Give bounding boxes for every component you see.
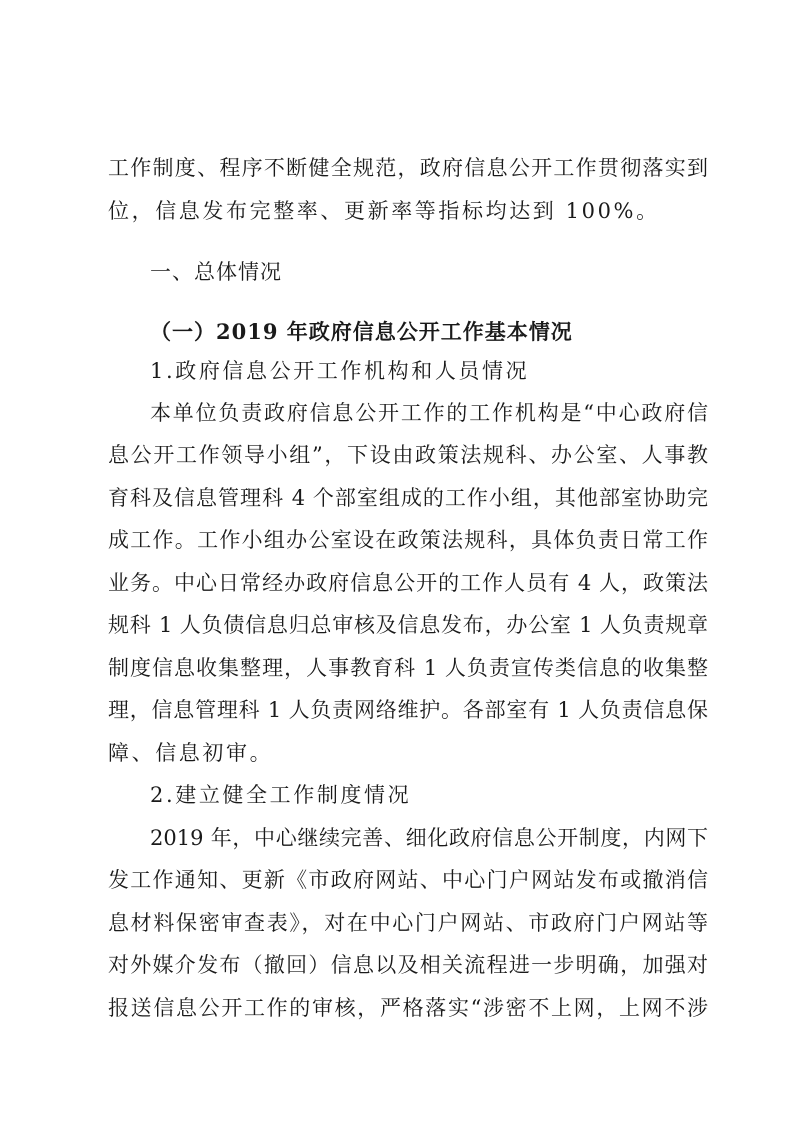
paragraph-line: 育科及信息管理科 4 个部室组成的工作小组，其他部室协助完 — [108, 486, 708, 510]
paragraph-line: 制度信息收集整理，人事教育科 1 人负责宣传类信息的收集整 — [108, 656, 708, 680]
paragraph-line: 息公开工作领导小组”，下设由政策法规科、办公室、人事教 — [108, 443, 708, 467]
paragraph-line: 发工作通知、更新《市政府网站、中心门户网站发布或撤消信 — [108, 868, 708, 892]
paragraph-line: 位，信息发布完整率、更新率等指标均达到 100%。 — [108, 199, 660, 223]
paragraph-line: 理，信息管理科 1 人负责网络维护。各部室有 1 人负责信息保 — [108, 698, 708, 722]
item-heading: 1.政府信息公开工作机构和人员情况 — [150, 359, 530, 383]
paragraph-line: 2019 年，中心继续完善、细化政府信息公开制度，内网下 — [150, 826, 708, 850]
paragraph-line: 成工作。工作小组办公室设在政策法规科，具体负责日常工作 — [108, 528, 708, 552]
paragraph-line: 报送信息公开工作的审核，严格落实“涉密不上网，上网不涉 — [108, 996, 708, 1020]
paragraph-line: 障、信息初审。 — [108, 741, 274, 765]
paragraph-line: 对外媒介发布（撤回）信息以及相关流程进一步明确，加强对 — [108, 953, 708, 977]
paragraph-line: 息材料保密审查表》，对在中心门户网站、市政府门户网站等 — [108, 911, 708, 935]
paragraph-line: 规科 1 人负债信息归总审核及信息发布，办公室 1 人负责规章 — [108, 613, 708, 637]
paragraph-line: 本单位负责政府信息公开工作的工作机构是“中心政府信 — [150, 401, 708, 425]
paragraph-line: 工作制度、程序不断健全规范，政府信息公开工作贯彻落实到 — [108, 156, 708, 180]
subsection-heading: （一）2019 年政府信息公开工作基本情况 — [150, 319, 573, 344]
section-heading: 一、总体情况 — [150, 260, 282, 284]
paragraph-line: 业务。中心日常经办政府信息公开的工作人员有 4 人，政策法 — [108, 571, 708, 595]
item-heading: 2.建立健全工作制度情况 — [150, 783, 412, 807]
